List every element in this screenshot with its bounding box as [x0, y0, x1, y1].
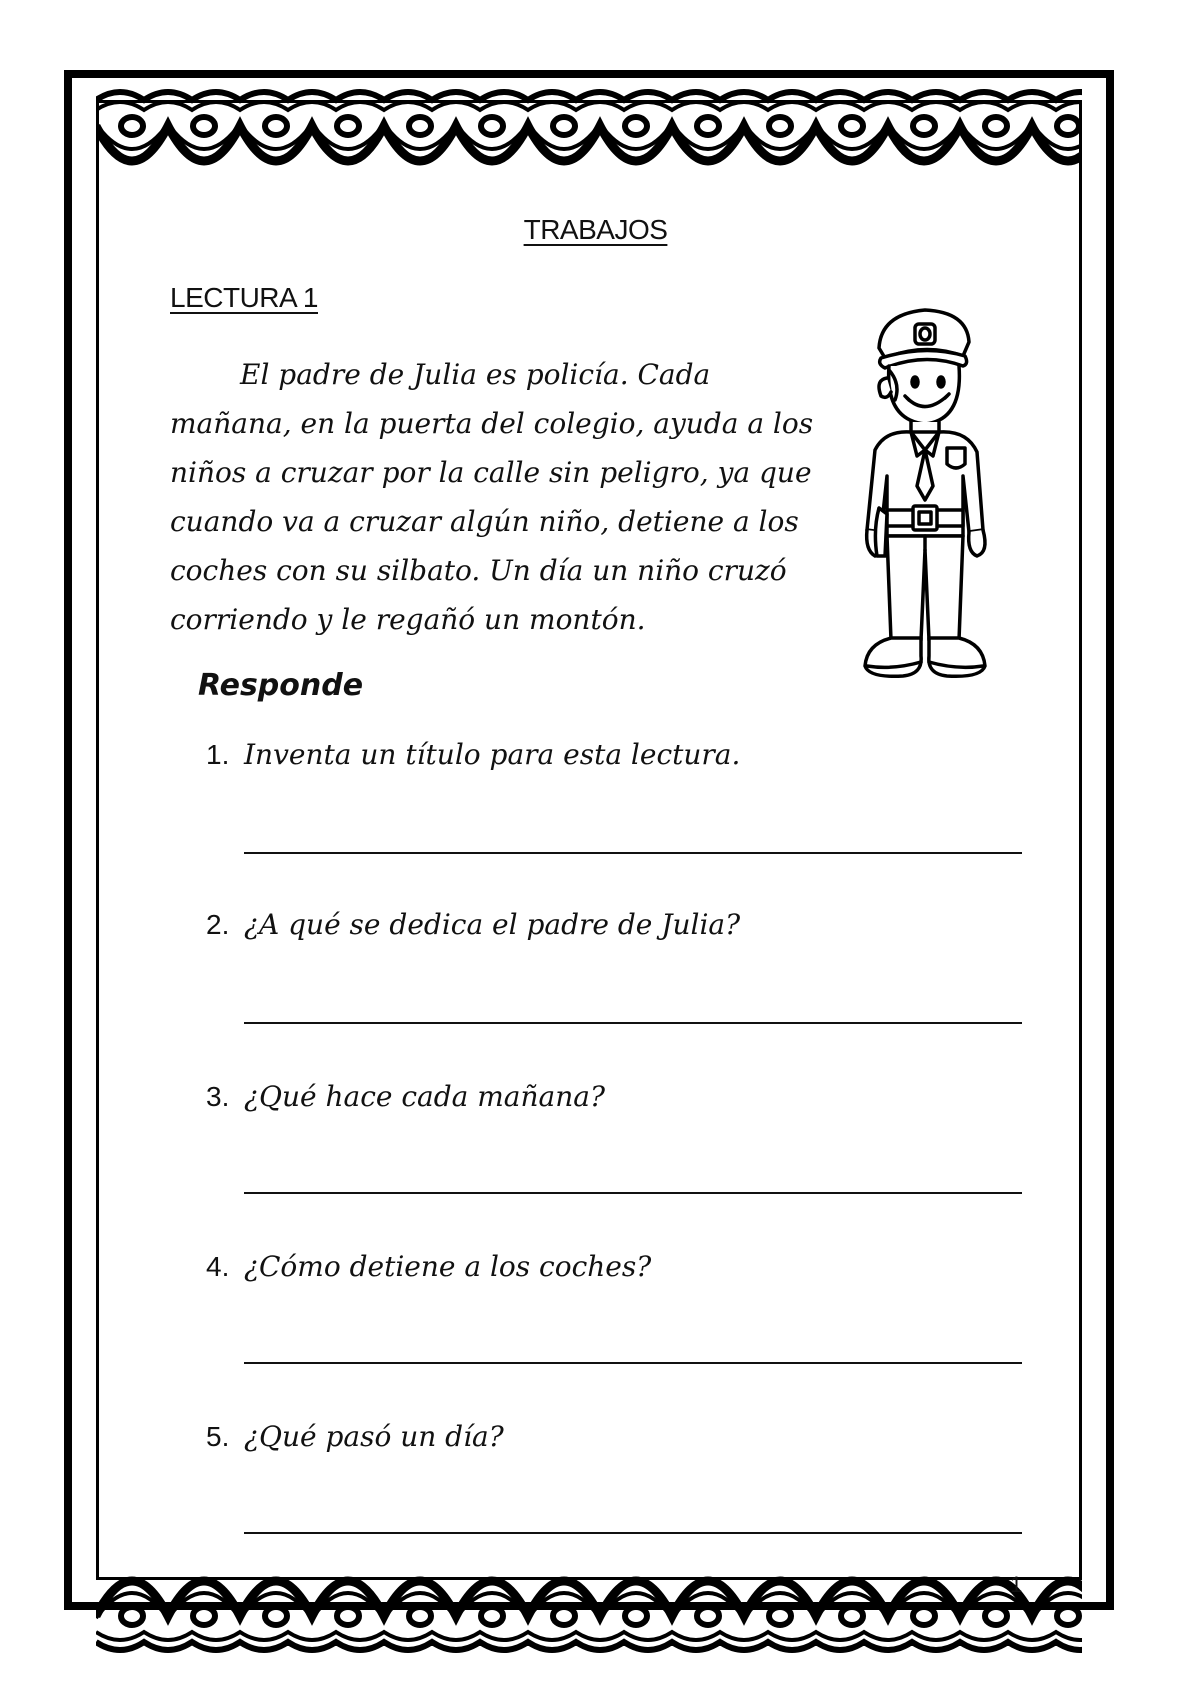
question-item [206, 908, 740, 941]
story-paragraph [170, 350, 820, 644]
question-text: Inventa un título para esta lectura. [244, 738, 741, 771]
question-number: 3. [206, 1081, 230, 1112]
answer-line[interactable] [244, 1362, 1022, 1364]
story-line: mañana, en la puerta del colegio, ayuda a los [170, 407, 814, 440]
story-line: corriendo y le regañó un montón. [170, 603, 646, 636]
question-number: 5. [206, 1421, 230, 1452]
question-number: 1. [206, 739, 230, 770]
question-text: ¿Qué hace cada mañana? [244, 1080, 605, 1113]
answer-line[interactable] [244, 852, 1022, 854]
question-item [206, 1250, 651, 1283]
page-title: TRABAJOS [523, 214, 668, 245]
question-item [206, 738, 740, 771]
scalloped-border-bottom-icon [96, 1556, 1082, 1656]
responde-heading: Responde [198, 668, 364, 703]
reading-heading: LECTURA 1 [170, 282, 318, 313]
answer-line[interactable] [244, 1532, 1022, 1534]
question-item [206, 1080, 605, 1113]
answer-line[interactable] [244, 1022, 1022, 1024]
police-officer-illustration-icon [845, 300, 1005, 700]
story-line: niños a cruzar por la calle sin peligro, ya que [170, 456, 812, 489]
question-item [206, 1420, 504, 1453]
scalloped-border-top-icon [96, 86, 1082, 186]
question-text: ¿Cómo detiene a los coches? [244, 1250, 652, 1283]
answer-line[interactable] [244, 1192, 1022, 1194]
story-line: El padre de Julia es policía. Cada [240, 358, 711, 391]
story-line: cuando va a cruzar algún niño, detiene a los [170, 505, 799, 538]
story-line: coches con su silbato. Un día un niño cruzó [170, 554, 787, 587]
question-number: 2. [206, 909, 230, 940]
question-text: ¿A qué se dedica el padre de Julia? [244, 908, 741, 941]
question-number: 4. [206, 1251, 230, 1282]
page-number: 1 [1010, 1572, 1023, 1597]
question-text: ¿Qué pasó un día? [244, 1420, 504, 1453]
